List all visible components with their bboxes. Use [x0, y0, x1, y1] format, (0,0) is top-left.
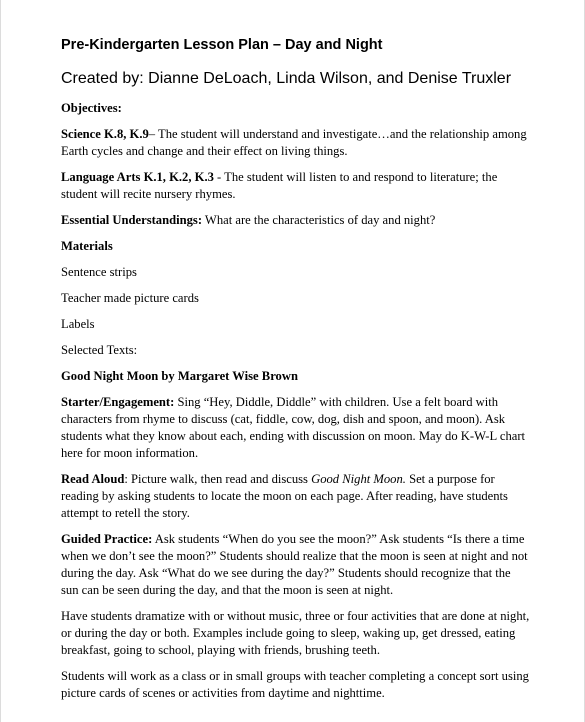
document-title: Pre-Kindergarten Lesson Plan – Day and Night [61, 37, 383, 53]
selected-book: Good Night Moon by Margaret Wise Brown [61, 369, 298, 383]
document-body [61, 100, 531, 711]
document-authors: Created by: Dianne DeLoach, Linda Wilson, and Denise Truxler [61, 70, 512, 87]
starter-engagement [61, 394, 531, 462]
science-text: – The student will understand and investigate…and the relationship among Earth cycles and change and their effect on living things. [61, 127, 527, 158]
material-item: Labels [61, 317, 95, 331]
read-aloud-book: Good Night Moon. [311, 472, 406, 486]
essential-label: Essential Understandings: [61, 213, 203, 227]
language-arts-label: Language Arts K.1, K.2, K.3 [61, 170, 214, 184]
essential-text: What are the characteristics of day and night? [202, 213, 436, 227]
material-item: Sentence strips [61, 265, 137, 279]
language-arts-text: - The student will listen to and respond to literature; the student will recite nursery rhymes. [61, 170, 498, 201]
science-label: Science K.8, K.9 [61, 127, 149, 141]
objectives-heading: Objectives: [61, 101, 122, 115]
dramatize-paragraph: Have students dramatize with or without music, three or four activities that are done at night, or during the day or both. Examples include going to sleep, waking up, get dressed, eating breakfast, going to school, playing with friends, brushing teeth. [61, 609, 530, 657]
guided-text: Ask students “When do you see the moon?” Ask students “Is there a time when we don’t see the moon?” Students should realize that the moon is seen at night and not during the day. Ask “What do we see during the day?” Students should recognize that the sun can be seen during the day, and that the moon is seen at night. [61, 532, 528, 597]
starter-label: Starter/Engagement: [61, 395, 175, 409]
guided-practice [61, 531, 531, 599]
material-item: Teacher made picture cards [61, 291, 199, 305]
objective-science [61, 126, 531, 160]
read-aloud-label: Read Aloud [61, 472, 125, 486]
guided-label: Guided Practice: [61, 532, 153, 546]
concept-sort-paragraph: Students will work as a class or in small groups with teacher completing a concept sort using picture cards of scenes or activities from daytime and nighttime. [61, 669, 529, 700]
essential-understandings [61, 212, 531, 229]
read-aloud: Read Aloud: Picture walk, then read and discuss Good Night Moon. Set a purpose for reading by asking students to locate the moon on each page. After reading, have students attempt to retell the story. [61, 472, 508, 520]
objective-language-arts [61, 169, 531, 203]
material-item: Selected Texts: [61, 343, 138, 357]
starter-text: Sing “Hey, Diddle, Diddle” with children. Use a felt board with characters from rhyme to discuss (cat, fiddle, cow, dog, dish and spoon, and moon). Ask students what they know about each, ending with discussion on moon. May do K-W-L chart here for moon information. [61, 395, 526, 460]
materials-heading: Materials [61, 239, 113, 253]
